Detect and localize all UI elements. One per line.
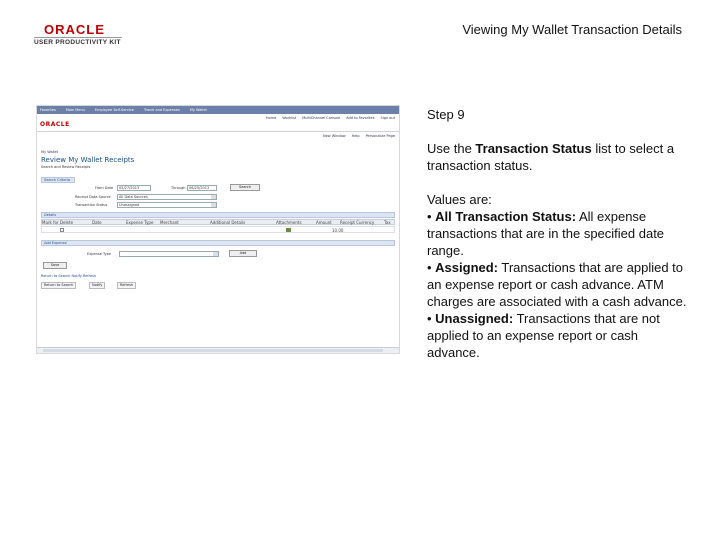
- value-item: • Assigned: Transactions that are applied to an expense report or cash advance. ATM charges are associated with a cash advance.: [427, 260, 687, 309]
- transaction-status-select[interactable]: [117, 202, 217, 208]
- header-link[interactable]: Add to Favorites: [346, 116, 375, 120]
- instruction-suffix: list to select a transaction status.: [427, 141, 675, 173]
- header-link[interactable]: Sign out: [380, 116, 395, 120]
- instruction-prefix: Use the: [427, 141, 476, 156]
- logo-subtitle: USER PRODUCTIVITY KIT: [34, 39, 121, 46]
- value-item: • Unassigned: Transactions that are not applied to an expense report or cash advance.: [427, 311, 660, 360]
- transaction-status-label: Transaction Status: [75, 203, 108, 207]
- from-date-field[interactable]: 05/27/2013: [117, 185, 151, 191]
- from-date-label: From Date: [95, 186, 114, 190]
- scrollbar-thumb[interactable]: [43, 349, 383, 352]
- values-intro: Values are:: [427, 192, 492, 207]
- header-links: [266, 116, 395, 120]
- through-date-label: Through: [171, 186, 186, 190]
- value-term: Unassigned:: [435, 311, 514, 326]
- header-link[interactable]: Worklist: [282, 116, 297, 120]
- save-button[interactable]: Save: [43, 262, 67, 269]
- logo-rule: [34, 37, 122, 38]
- step-instruction: [427, 140, 689, 174]
- value-description: Transactions that are not applied to an expense report or cash advance.: [427, 311, 660, 360]
- notify-button[interactable]: Notify: [89, 282, 105, 289]
- transaction-status-value: Unassigned: [119, 203, 140, 207]
- grid-header: Additional Details: [210, 220, 246, 225]
- grid-header: Tax: [384, 220, 391, 225]
- step-panel: [427, 106, 689, 361]
- receipts-subtitle: Search and Review Receipts: [41, 165, 91, 169]
- value-term: All Transaction Status:: [435, 209, 577, 224]
- through-date-field[interactable]: 06/25/2013: [187, 185, 217, 191]
- page-link[interactable]: Help: [351, 134, 360, 138]
- attachment-icon[interactable]: [286, 228, 291, 232]
- grid-header: Date: [92, 220, 102, 225]
- details-grid-row: [41, 226, 395, 233]
- oracle-upk-logo: [34, 22, 124, 48]
- instruction-field-name: Transaction Status: [475, 141, 592, 156]
- grid-header: Merchant: [160, 220, 179, 225]
- receipt-source-value: All Data Sources: [119, 195, 148, 199]
- value-description: All expense transactions that are in the specified date range.: [427, 209, 665, 258]
- expense-type-select[interactable]: [119, 251, 219, 257]
- grid-header: Receipt Currency: [340, 220, 375, 225]
- value-term: Assigned:: [435, 260, 499, 275]
- menu-item[interactable]: Travel and Expenses: [143, 108, 180, 112]
- return-to-search-button[interactable]: Return to Search: [41, 282, 76, 289]
- page-link[interactable]: Personalize Page: [365, 134, 395, 138]
- refresh-button[interactable]: Refresh: [117, 282, 136, 289]
- grid-header: Amount: [316, 220, 332, 225]
- app-logo: ORACLE: [40, 121, 70, 128]
- page-links: [323, 134, 395, 138]
- chevron-down-icon: [211, 203, 216, 207]
- details-label: Details: [44, 213, 57, 217]
- chevron-down-icon: [213, 252, 218, 256]
- menu-item[interactable]: My Wallet: [189, 108, 207, 112]
- grid-header: Mark for Delete: [42, 220, 74, 225]
- value-item: • All Transaction Status: All expense transactions that are in the specified date range.: [427, 209, 665, 258]
- details-grid-header: [41, 219, 395, 225]
- header-link[interactable]: Home: [265, 116, 277, 120]
- application-screenshot: [36, 105, 400, 354]
- horizontal-scrollbar[interactable]: [37, 347, 399, 353]
- expense-type-label: Expense Type: [87, 252, 112, 256]
- chevron-down-icon: [211, 195, 216, 199]
- value-description: Transactions that are applied to an expense report or cash advance. ATM charges are associated with a cash advance.: [427, 260, 687, 309]
- grid-header: Attachments: [276, 220, 302, 225]
- menu-bar: [37, 106, 399, 114]
- header-link[interactable]: MultiChannel Console: [302, 116, 341, 120]
- menu-item[interactable]: Main Menu: [65, 108, 85, 112]
- menu-item[interactable]: Favorites: [40, 108, 56, 112]
- add-expense-header[interactable]: [41, 240, 395, 246]
- search-criteria-header[interactable]: [41, 177, 75, 183]
- receipt-source-label: Receipt Data Source: [75, 195, 111, 199]
- search-button[interactable]: Search: [230, 184, 260, 191]
- add-expense-label: Add Expense: [44, 241, 67, 245]
- add-button[interactable]: Add: [229, 250, 257, 257]
- mark-delete-checkbox[interactable]: [60, 228, 64, 232]
- details-header: [41, 212, 395, 218]
- grid-header: Expense Type: [126, 220, 154, 225]
- logo-text: ORACLE: [44, 22, 105, 37]
- search-criteria-label: Search Criteria: [44, 178, 71, 182]
- grid-amount: 10.00: [332, 228, 344, 233]
- page-link[interactable]: New Window: [323, 134, 346, 138]
- receipts-title: Review My Wallet Receipts: [41, 156, 135, 164]
- menu-item[interactable]: Employee Self-Service: [94, 108, 134, 112]
- page-title: Viewing My Wallet Transaction Details: [462, 22, 682, 37]
- step-number: Step 9: [427, 107, 465, 122]
- breadcrumb[interactable]: My Wallet: [41, 150, 59, 154]
- app-header: [37, 114, 399, 132]
- receipt-source-select[interactable]: [117, 194, 217, 200]
- bottom-links[interactable]: Return to Search Notify Refresh: [41, 274, 97, 278]
